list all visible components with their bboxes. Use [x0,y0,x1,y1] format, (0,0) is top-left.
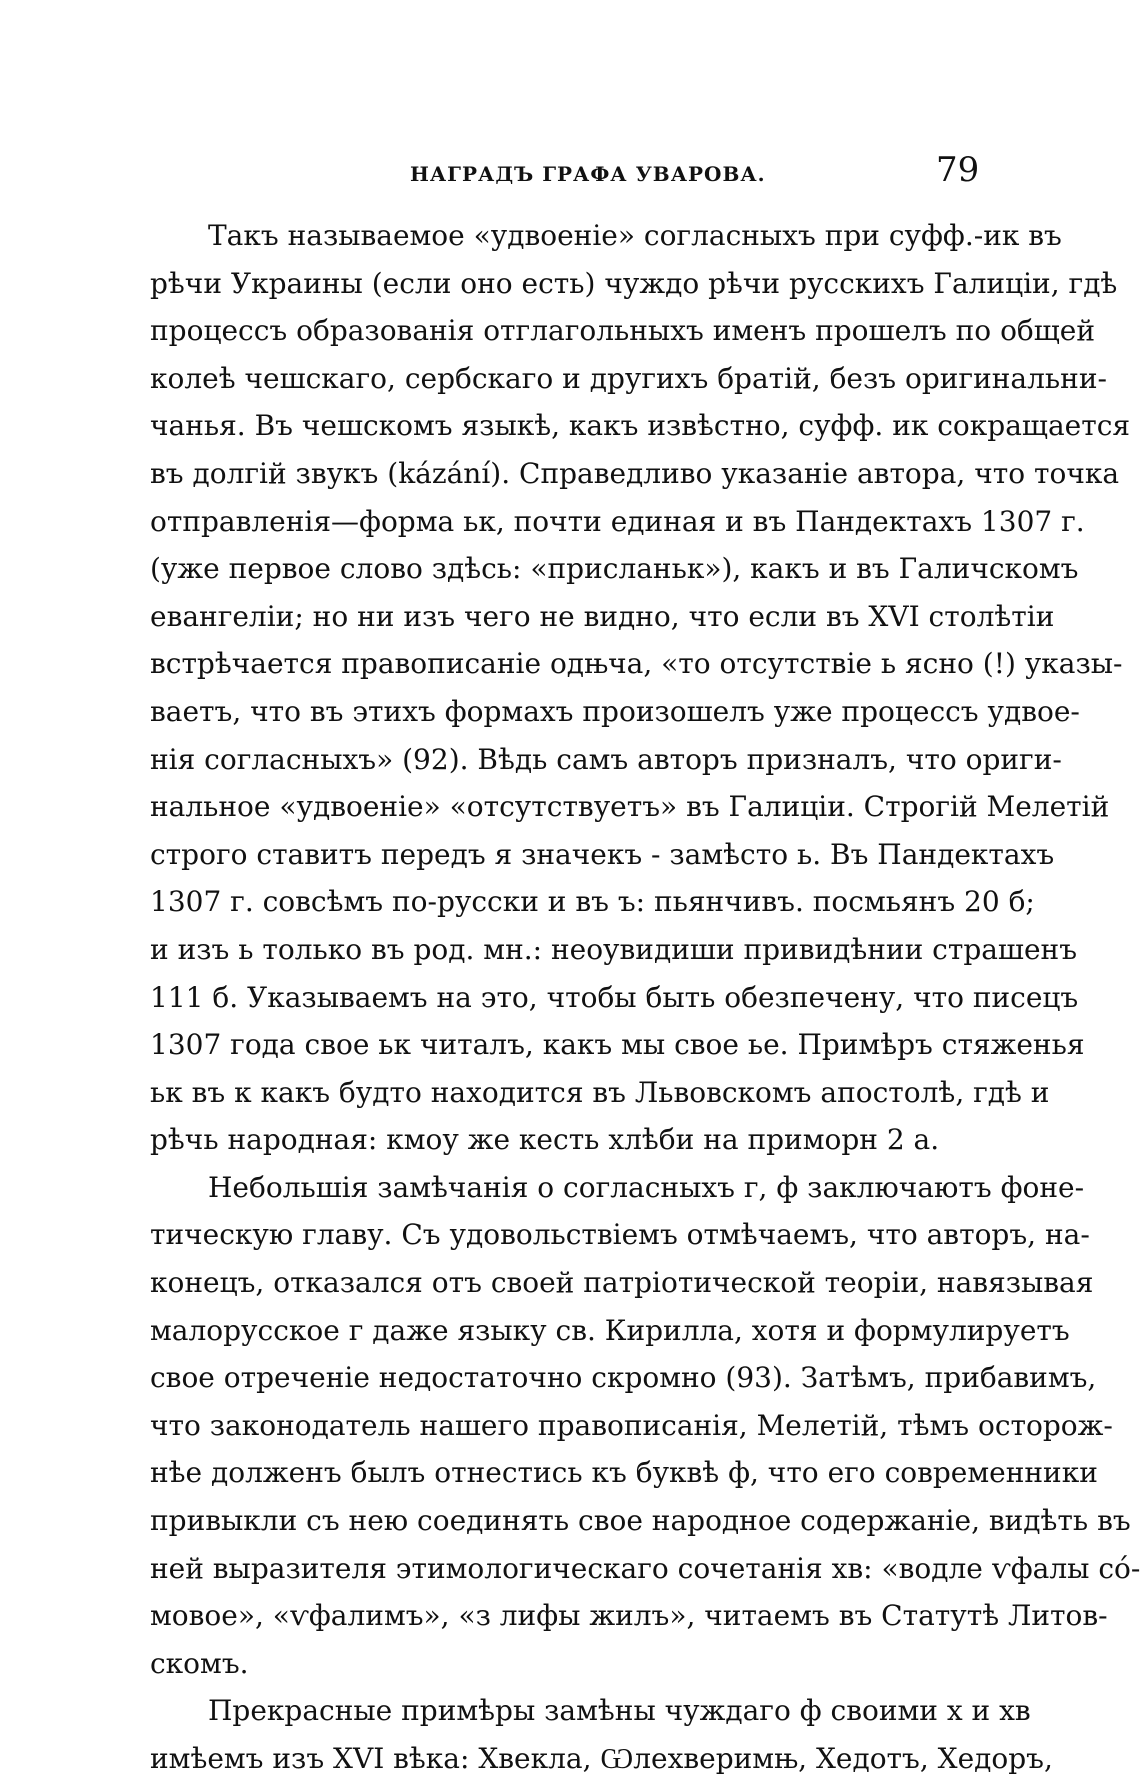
paragraph-2 [150,1164,1140,1688]
text-line: малорусское г даже языку св. Кирилла, хотя и формулируетъ [150,1313,1070,1347]
paragraph-1 [150,212,1131,1164]
text-line: 1307 года свое ьк читалъ, какъ мы свое ье. Примѣръ стяженья [150,1028,1085,1062]
text-line: что законодатель нашего правописанія, Мелетій, тѣмъ осторож- [150,1408,1113,1442]
text-line: Небольшія замѣчанія о согласныхъ г, ф заключаютъ фоне- [208,1170,1085,1204]
paragraph-3 [150,1687,1053,1782]
text-line: рѣчь народная: кмоу же кесть хлѣби на приморн 2 а. [150,1123,940,1157]
text-line: ваетъ, что въ этихъ формахъ произошелъ уже процессъ удвое- [150,694,1080,728]
page-number: 79 [936,150,980,190]
text-line: конецъ, отказался отъ своей патріотической теоріи, навязывая [150,1266,1094,1300]
text-line: процессъ образованія отглагольныхъ именъ прошелъ по общей [150,314,1096,348]
text-line: и изъ ь только въ род. мн.: неоувидиши привидѣнии страшенъ [150,932,1078,966]
text-line: свое отреченіе недостаточно скромно (93). Затѣмъ, прибавимъ, [150,1361,1097,1395]
text-line: 1307 г. совсѣмъ по-русски и въ ъ: пьянчивъ. посмьянъ 20 б; [150,885,1035,919]
text-line: нія согласныхъ» (92). Вѣдь самъ авторъ призналъ, что ориги- [150,742,1062,776]
text-line: встрѣчается правописаніе одњча, «то отсутствіе ь ясно (!) указы- [150,647,1123,681]
text-line: ьк въ к какъ будто находится въ Львовскомъ апостолѣ, гдѣ и [150,1075,1050,1109]
text-line: чанья. Въ чешскомъ языкѣ, какъ извѣстно, суфф. ик сокращается [150,409,1131,443]
running-title: НАГРАДЪ ГРАФА УВАРОВА. [410,162,766,186]
text-line: колеѣ чешскаго, сербскаго и другихъ братій, безъ оригинальни- [150,361,1107,395]
text-line: имѣемъ изъ XVI вѣка: Хвекла, Ѡлехверимњ, Хедотъ, Хедоръ, [150,1742,1053,1775]
text-line: ней выразителя этимологическаго сочетанія хв: «водле ѵфалы со́- [150,1551,1140,1585]
text-line: евангеліи; но ни изъ чего не видно, что если въ XVI столѣтіи [150,599,1055,633]
text-line: нальное «удвоеніе» «отсутствуетъ» въ Галиціи. Строгій Мелетій [150,790,1110,824]
text-line: нѣе долженъ былъ отнестись къ буквѣ ф, что его современники [150,1456,1098,1490]
text-line: тическую главу. Съ удовольствіемъ отмѣчаемъ, что авторъ, на- [150,1218,1090,1252]
text-line: въ долгій звукъ (kázání). Справедливо указаніе автора, что точка [150,456,1120,490]
text-line: привыкли съ нею соединять свое народное содержаніе, видѣть въ [150,1504,1131,1538]
text-line: мовое», «ѵфалимъ», «з лифы жилъ», читаемъ въ Статутѣ Литов- [150,1599,1108,1633]
text-line: рѣчи Украины (если оно есть) чуждо рѣчи русскихъ Галиціи, гдѣ [150,266,1118,300]
text-line: Такъ называемое «удвоеніе» согласныхъ при суфф.-ик въ [208,219,1062,252]
body-text [150,212,1140,1783]
text-line: скомъ. [150,1646,249,1680]
text-line: Прекрасные примѣры замѣны чуждаго ф своими х и хв [208,1694,1031,1728]
text-line: (уже первое слово здѣсь: «присланьк»), какъ и въ Галичскомъ [150,552,1079,586]
text-line: 111 б. Указываемъ на это, чтобы быть обезпечену, что писецъ [150,980,1079,1014]
text-line: отправленія—форма ьк, почти единая и въ Пандектахъ 1307 г. [150,504,1085,538]
text-line: строго ставитъ передъ я значекъ - замѣсто ь. Въ Пандектахъ [150,837,1055,871]
